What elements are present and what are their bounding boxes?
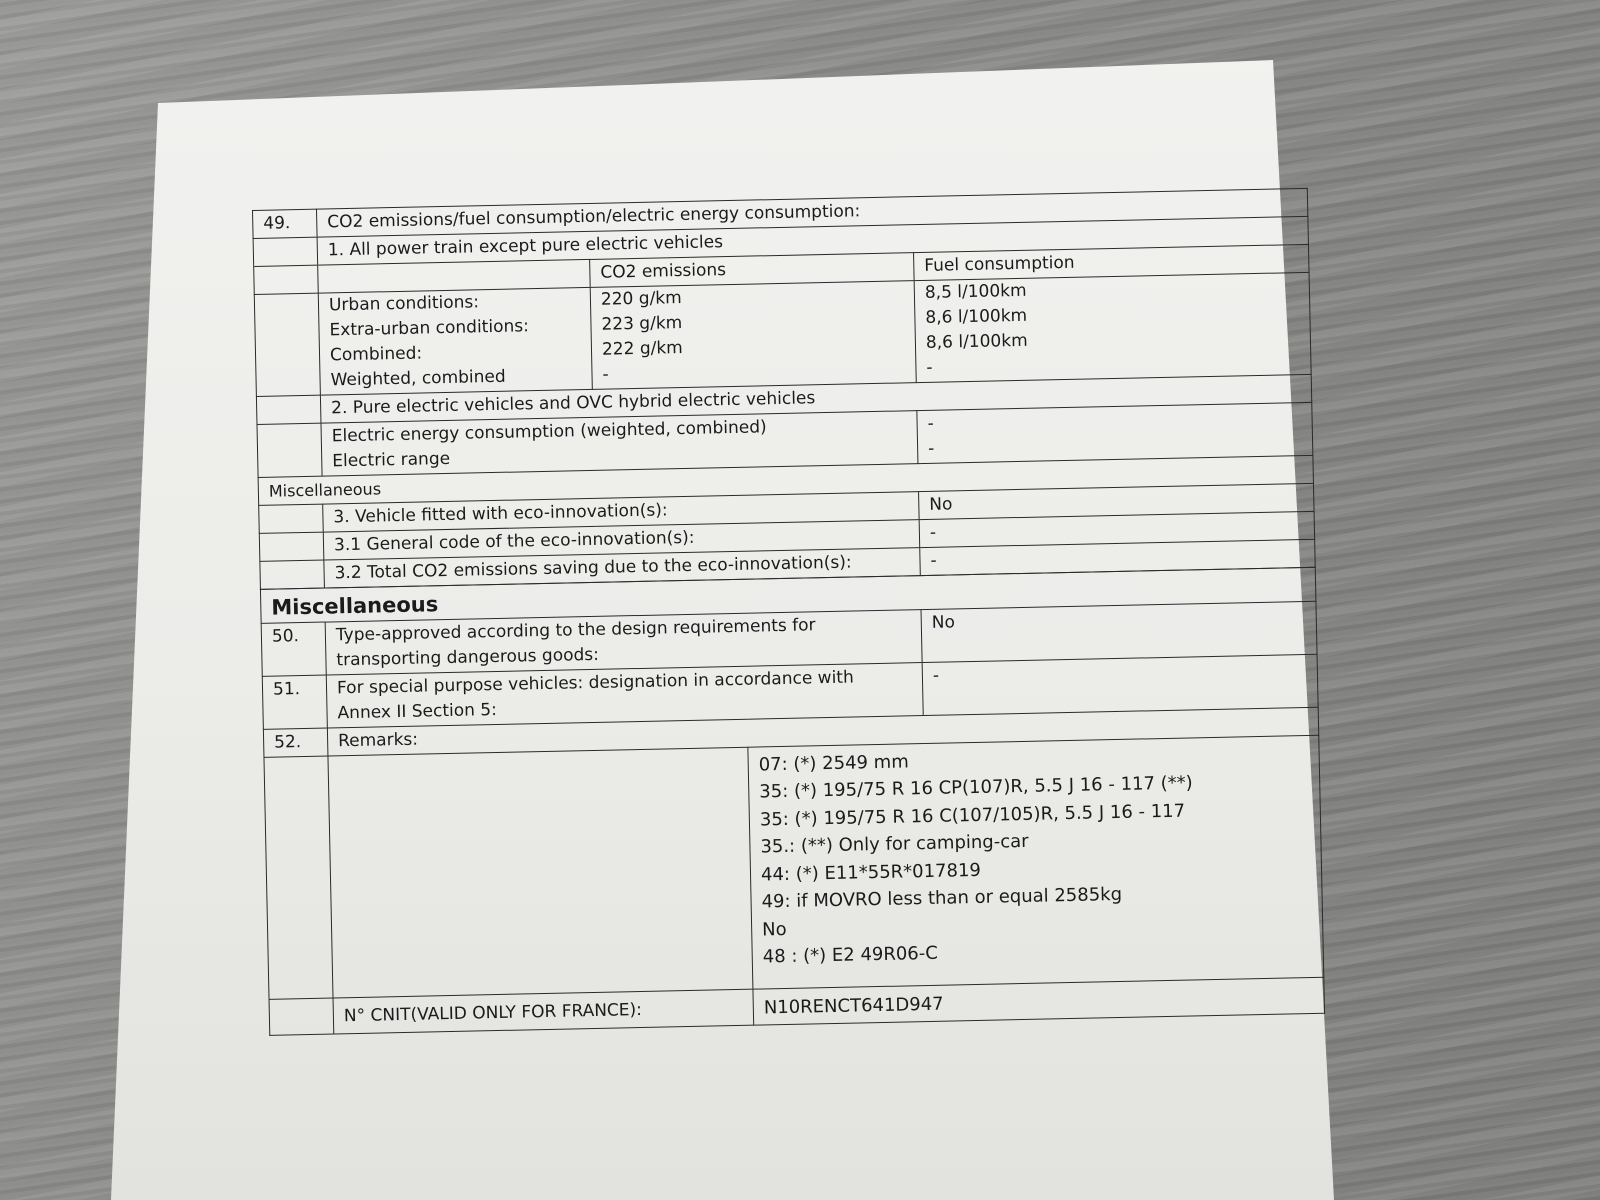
row-remarks-body	[264, 735, 1324, 999]
part2-title: 2. Pure electric vehicles and OVC hybrid electric vehicles	[320, 374, 1311, 423]
emissions-table	[252, 188, 1316, 590]
remark-line: 49: if MOVRO less than or equal 2585kg	[761, 883, 1123, 913]
fuel-values: 8,5 l/100km 8,6 l/100km 8,6 l/100km -	[914, 272, 1311, 382]
eco-innovation-value: No	[919, 483, 1314, 519]
item-49-number: 49.	[253, 209, 318, 238]
miscellaneous-table	[260, 566, 1325, 1035]
remark-line: No	[761, 918, 787, 940]
part1-title: 1. All power train except pure electric vehicles	[317, 216, 1308, 265]
remark-line: 44: (*) E11*55R*017819	[760, 859, 982, 885]
co2-emissions-header: CO2 emissions	[590, 253, 915, 288]
eco-code-value: -	[919, 511, 1314, 547]
section-heading: Miscellaneous	[260, 567, 1315, 623]
remark-line: 35: (*) 195/75 R 16 CP(107)R, 5.5 J 16 - 117 (**)	[759, 772, 1193, 803]
eco-innovation-label: 3. Vehicle fitted with eco-innovation(s):	[323, 492, 919, 532]
eco-saving-label: 3.2 Total CO2 emissions saving due to the eco-innovation(s):	[324, 548, 920, 588]
co2-values: 220 g/km 223 g/km 222 g/km -	[590, 281, 916, 390]
item-49-title: CO2 emissions/fuel consumption/electric energy consumption:	[316, 188, 1307, 237]
misc-small-title: Miscellaneous	[258, 455, 1313, 505]
cnit-value: N10RENCT641D947	[753, 977, 1325, 1025]
remark-line: 07: (*) 2549 mm	[758, 750, 909, 776]
electric-values: - -	[917, 402, 1313, 463]
item-50-number: 50.	[261, 622, 326, 676]
eco-saving-value: -	[920, 539, 1315, 575]
eco-code-label: 3.1 General code of the eco-innovation(s):	[323, 520, 919, 560]
item-51-number: 51.	[262, 675, 327, 729]
condition-labels: Urban conditions: Extra-urban conditions: Combined: Weighted, combined	[318, 287, 592, 395]
electric-labels: Electric energy consumption (weighted, combined) Electric range	[321, 411, 918, 476]
item-51-value: -	[922, 654, 1318, 715]
item-50-label: Type-approved according to the design requirements for transporting dangerous goods:	[325, 609, 922, 674]
remark-line: 35: (*) 195/75 R 16 C(107/105)R, 5.5 J 16 - 117	[759, 800, 1186, 830]
cnit-label: N° CNIT(VALID ONLY FOR FRANCE):	[333, 989, 754, 1034]
remark-line: 48 : (*) E2 49R06-C	[762, 942, 939, 968]
item-51-label: For special purpose vehicles: designation in accordance with Annex II Section 5:	[326, 662, 923, 727]
remark-line: 35.: (**) Only for camping-car	[760, 830, 1029, 858]
item-50-value: No	[921, 601, 1317, 662]
remarks-label: Remarks:	[327, 707, 1318, 756]
item-52-number: 52.	[263, 728, 328, 757]
fuel-consumption-header: Fuel consumption	[914, 244, 1309, 280]
remarks-body	[748, 735, 1324, 989]
approval-document	[252, 188, 1324, 1035]
